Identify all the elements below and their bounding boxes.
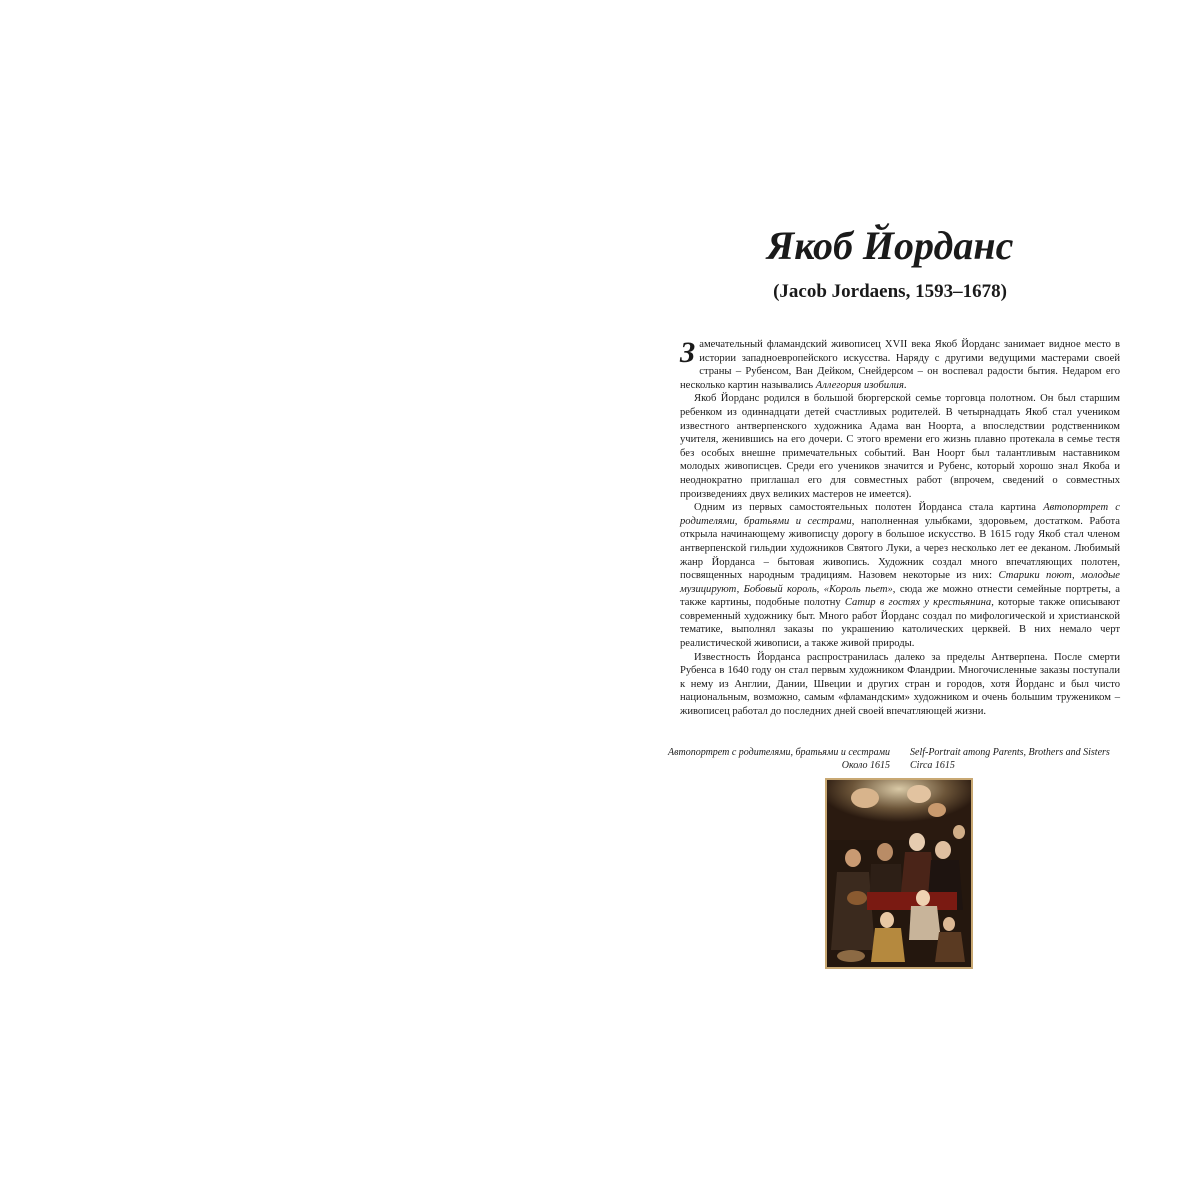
paragraph-3-text-4: , которые также описывают современный художнику быт. Много работ Йорданс создал по мифологической и христианской тематике, выполнял заказы по украшению католических церквей. В них немало черт реалистической живописи, а также живой природы.	[680, 597, 1120, 650]
caption-english-title: Self-Portrait among Parents, Brothers and Sisters	[910, 747, 1110, 758]
caption-english	[910, 746, 1170, 772]
paragraph-3-italic-3: Сатир в гостях у крестьянина	[844, 597, 992, 609]
paragraph-3-italic-1: Автопортрет с родителями, братьями и сестрами	[680, 502, 1120, 527]
drop-cap: З	[680, 336, 696, 369]
painting-image	[825, 778, 973, 969]
paragraph-1	[680, 338, 1120, 392]
paragraph-3-italic-2: Старики поют, молодые музицируют, Бобовый король, «Король пьет»	[680, 570, 1120, 595]
paragraph-3-text-2: , наполненная улыбками, здоровьем, достатком. Работа открыла начинающему живописцу дорогу в большое искусство. В 1615 году Якоб стал членом антверпенской гильдии художников Святого Луки, а через несколько лет ее деканом. Любимый жанр Йорданса – бытовая живопись. Художник создал много впечатляющих полотен, посвященных народным традициям. Назовем некоторые из них:	[680, 515, 1120, 582]
caption-english-date: Circa 1615	[910, 760, 955, 771]
paragraph-1-italic: Аллегория изобилия	[815, 379, 904, 391]
paragraph-4: Известность Йорданса распространилась далеко за пределы Антверпена. После смерти Рубенса в 1640 году он стал первым художником Фландрии. Многочисленные заказы поступали к нему из Англии, Дании, Швеции и других стран и городов, хотя Йорданс и был чисто национальным, возможно, самым «фламандским» художником и очень большим тружеником – живописец работал до последних дней своей впечатляющей жизни.	[680, 651, 1120, 718]
paragraph-1-text: амечательный фламандский живописец XVII века Якоб Йорданс занимает видное место в истории западноевропейского искусства. Наряду с другими ведущими мастерами своей страны – Рубенсом, Ван Дейком, Снейдерсом – он воспевал радости бытия. Недаром его несколько картин назывались	[680, 339, 1120, 391]
caption-russian-date: Около 1615	[841, 760, 890, 771]
paragraph-3	[680, 501, 1120, 651]
painting-illustration	[827, 780, 971, 967]
article-body	[680, 338, 1120, 719]
paragraph-3-text-1: Одним из первых самостоятельных полотен Йорданса стала картина	[694, 502, 1044, 514]
article-title: Якоб Йорданс	[766, 223, 1014, 268]
caption-russian	[660, 746, 890, 772]
article-subtitle: (Jacob Jordaens, 1593–1678)	[773, 281, 1007, 302]
caption-russian-title: Автопортрет с родителями, братьями и сестрами	[668, 747, 890, 758]
paragraph-1-tail: .	[903, 379, 907, 391]
paragraph-2: Якоб Йорданс родился в большой бюргерской семье торговца полотном. Он был старшим ребенком из одиннадцати детей счастливых родителей. В четырнадцать Якоб стал учеником известного антверпенского художника Адама ван Ноорта, а впоследствии родственником учителя, женившись на его дочери. С этого времени его жизнь плавно протекала в семье тестя без особых внешне примечательных событий. Ван Ноорт был талантливым наставником молодых живописцев. Среди его учеников значится и Рубенс, который хорошо знал Якоба и неоднократно приглашал его для совместных работ (впрочем, сведений о совместных произведениях двух великих мастеров не имеется).	[680, 393, 1120, 500]
paragraph-3-text-3: , сюда же можно отнести семейные портреты, а также картины, подобные полотну	[680, 583, 1120, 609]
